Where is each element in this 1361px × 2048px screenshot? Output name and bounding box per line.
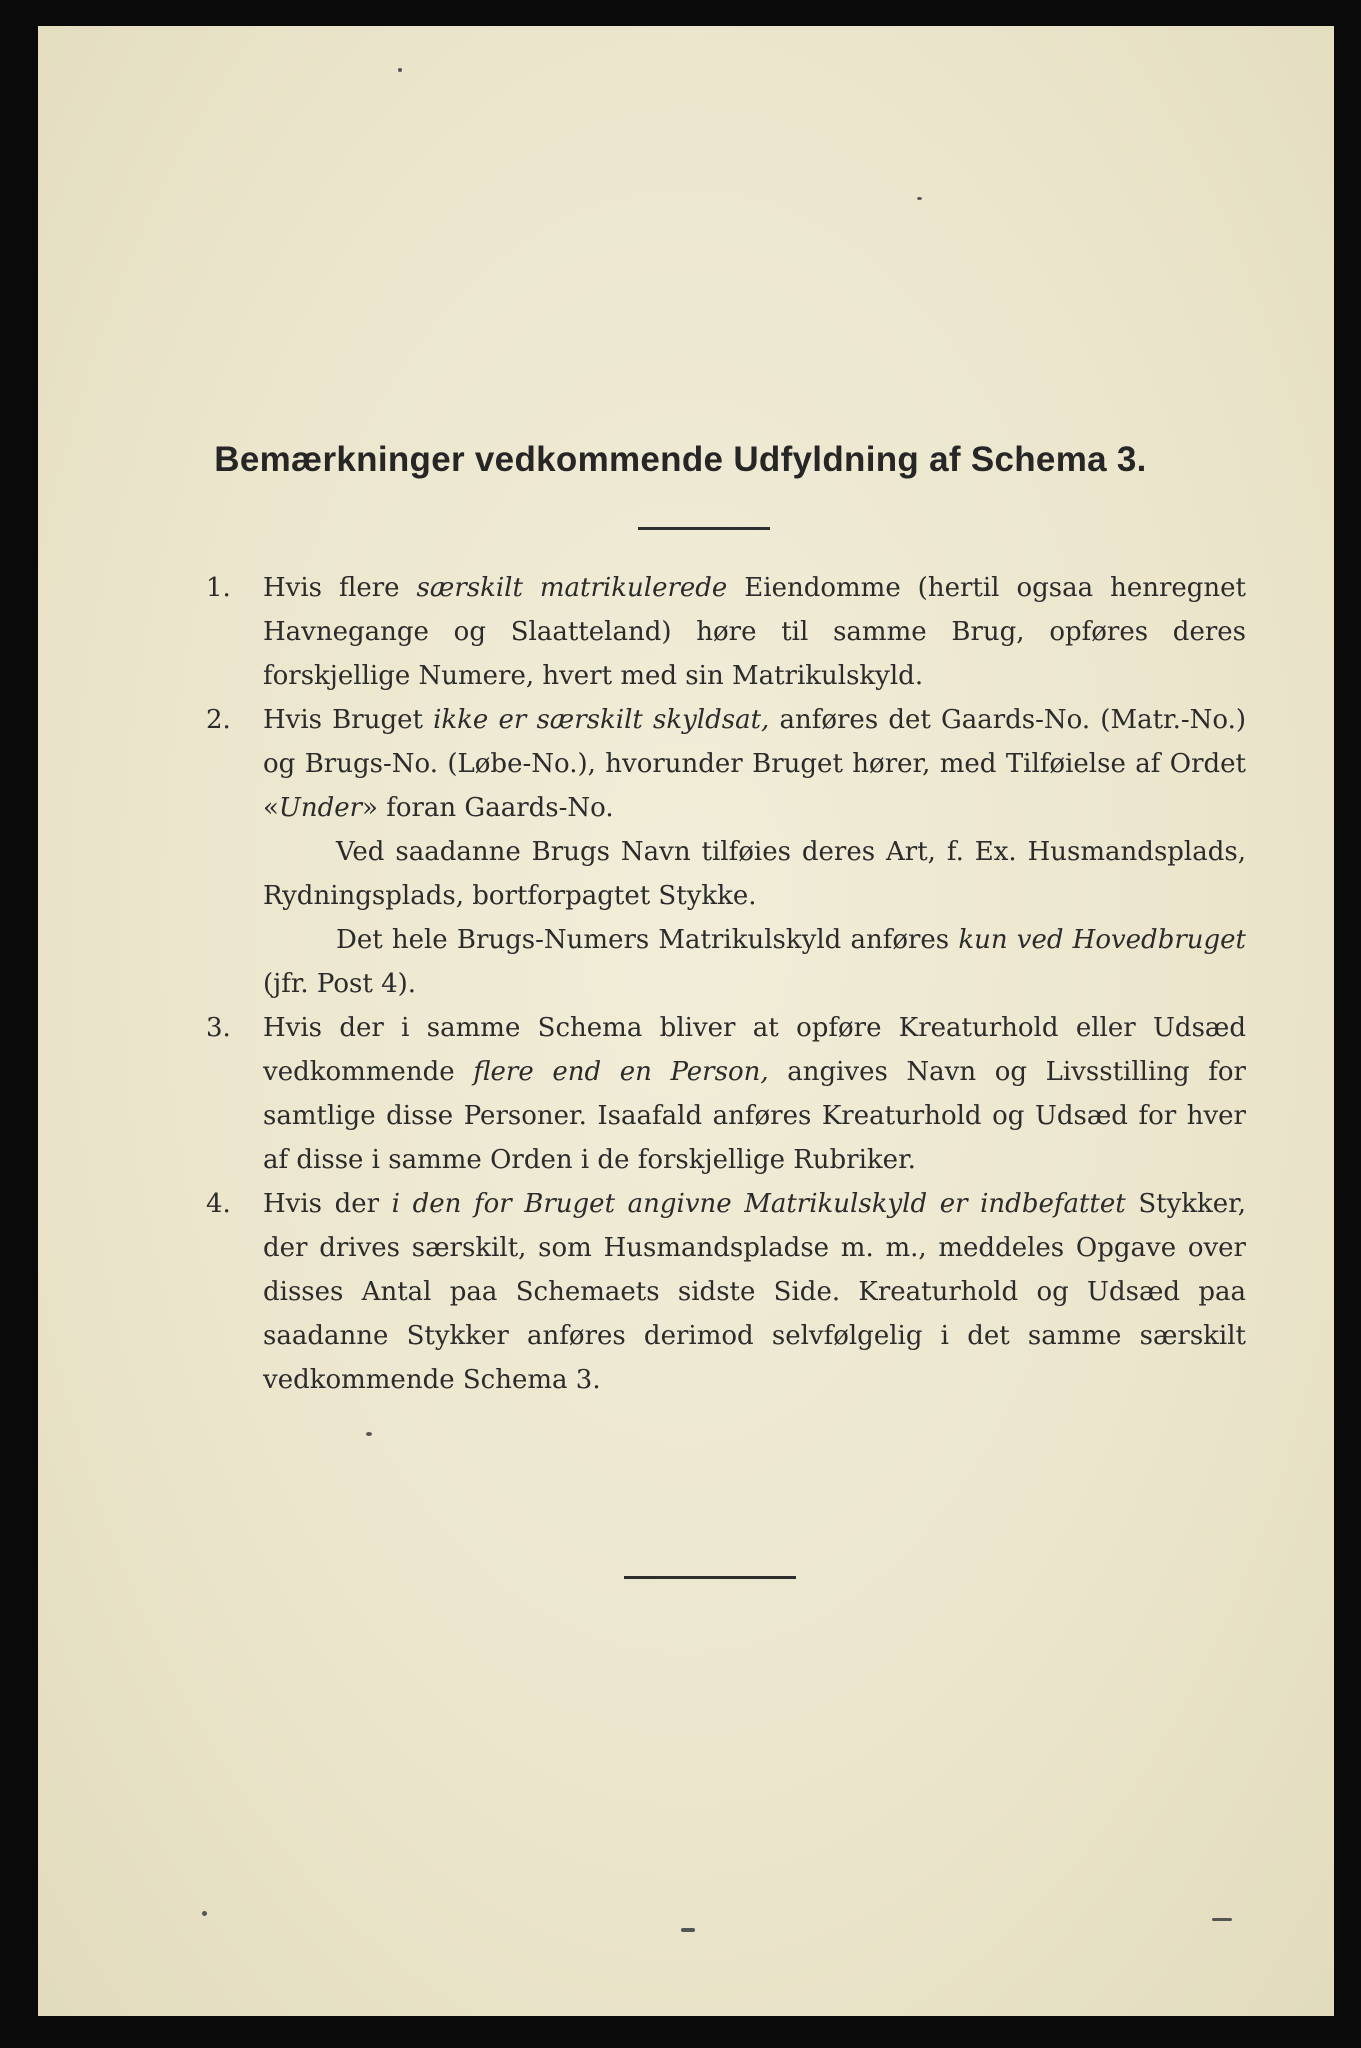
page-title: Bemærkninger vedkommende Udfyldning af Schema 3. xyxy=(214,440,1147,479)
item-number: 2. xyxy=(206,705,231,735)
paper-speck xyxy=(366,1432,372,1436)
remark-item-3: 3. Hvis der i samme Schema bliver at opføre Kreaturhold eller Udsæd vedkommende flere end en Person, angives Navn og Livsstilling for samtlige disse Personer. Isaafald anføres Kreaturhold og Udsæd for hver af disse i samme Orden i de forskjellige Rubriker. xyxy=(206,1006,1246,1182)
paper-speck xyxy=(917,197,922,200)
remark-item-1: 1. Hvis flere særskilt matrikulerede Eiendomme (hertil ogsaa henregnet Havnegange og Slaatteland) høre til samme Brug, opføres deres forskjellige Numere, hvert med sin Matrikulskyld. xyxy=(206,566,1246,698)
paper-speck xyxy=(1212,1918,1232,1921)
remark-item-2-paragraph: Ved saadanne Brugs Navn tilføies deres Art, f. Ex. Husmandsplads, Rydningsplads, bortforpagtet Stykke. xyxy=(263,837,1246,911)
title-rule xyxy=(638,527,770,530)
remark-item-2: 2. Hvis Bruget ikke er særskilt skyldsat, anføres det Gaards-No. (Matr.-No.) og Brugs-No. (Løbe-No.), hvorunder Bruget hører, med Tilføielse af Ordet «Under» foran Gaards-No. xyxy=(206,698,1246,830)
paper-speck xyxy=(398,68,402,72)
item-number: 3. xyxy=(206,1013,231,1043)
closing-rule xyxy=(624,1576,796,1579)
remark-item-4: 4. Hvis der i den for Bruget angivne Matrikulskyld er indbefattet Stykker, der drives særskilt, som Husmandspladse m. m., meddeles Opgave over disses Antal paa Schemaets sidste Side. Kreaturhold og Udsæd paa saadanne Stykker anføres derimod selvfølgelig i det samme særskilt vedkommende Schema 3. xyxy=(206,1182,1246,1402)
item-number: 4. xyxy=(206,1189,231,1219)
remark-item-2-paragraph: Det hele Brugs-Numers Matrikulskyld anføres kun ved Hovedbruget (jfr. Post 4). xyxy=(263,925,1246,999)
paper-speck xyxy=(202,1911,207,1916)
item-number: 1. xyxy=(206,573,231,603)
paper-speck xyxy=(681,1928,695,1932)
remarks-list xyxy=(206,566,1246,1402)
